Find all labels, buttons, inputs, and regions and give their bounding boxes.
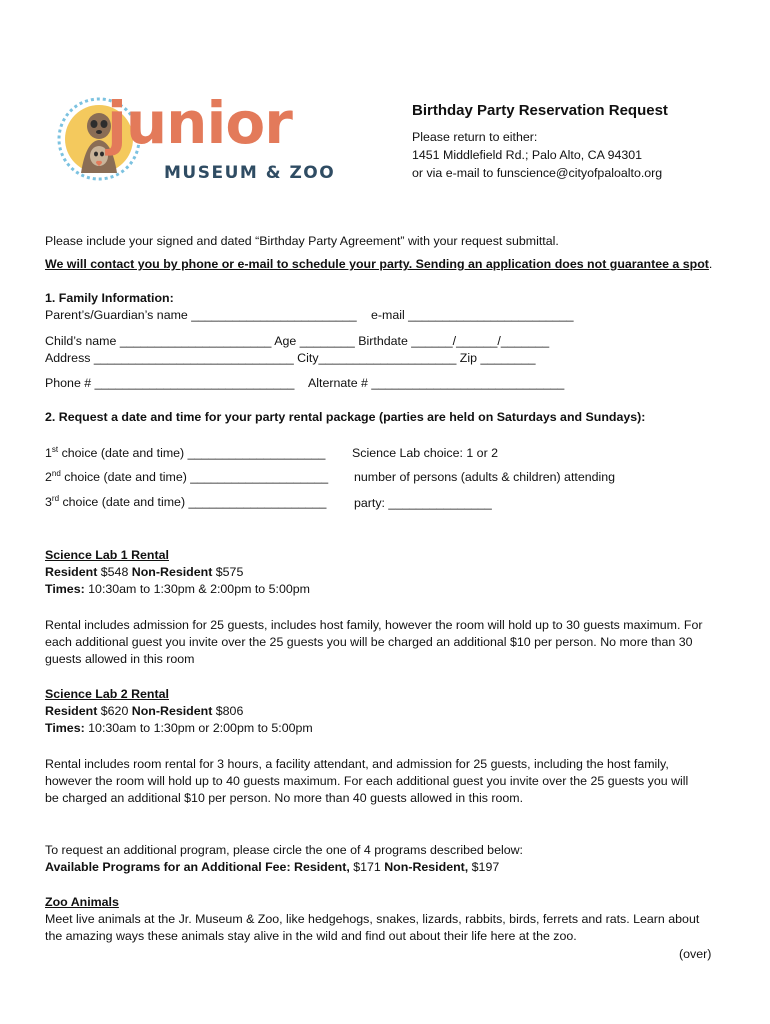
nonresident-price: $197	[468, 860, 500, 874]
child-age-birthdate-fields[interactable]: Child’s name ______________________ Age ________ Birthdate ______/______/_______	[45, 334, 550, 348]
persons-attending-label: number of persons (adults & children) attending	[354, 470, 616, 484]
lab2-desc-line1: Rental includes room rental for 3 hours, a facility attendant, and admission for 25 guests, including the host family,	[45, 757, 669, 771]
lab1-desc-line2: each additional guest you invite over the 25 guests you will be charged an additional $10 per person. No more than 30	[45, 635, 693, 649]
zoo-desc-line2: the amazing ways these animals stay alive in the wild and find out about their life here at the zoo.	[45, 929, 577, 943]
logo-subtitle: MUSEUM & ZOO	[164, 163, 336, 183]
fee-label: Available Programs for an Additional Fee: Resident,	[45, 860, 350, 874]
times-value: 10:30am to 1:30pm or 2:00pm to 5:00pm	[84, 721, 313, 735]
choice-number: 1	[45, 446, 52, 460]
science-lab-choice[interactable]: Science Lab choice: 1 or 2	[352, 446, 499, 460]
choice-ordinal: rd	[51, 493, 60, 503]
times-label: Times:	[45, 582, 85, 596]
party-count-field[interactable]: party: _______________	[354, 496, 492, 510]
lab1-desc-line3: guests allowed in this room	[45, 652, 195, 666]
resident-price: $620	[97, 704, 132, 718]
contact-notice	[45, 256, 712, 273]
logo-word: junior	[107, 89, 292, 157]
second-choice-field[interactable]	[45, 469, 328, 486]
page-title: Birthday Party Reservation Request	[412, 102, 668, 119]
resident-price: $171	[349, 860, 385, 874]
choice-text: choice (date and time) ____________________	[58, 446, 326, 460]
parent-name-field[interactable]: Parent’s/Guardian’s name ________________________	[45, 308, 357, 322]
nonresident-price: $575	[212, 565, 244, 579]
contact-notice-period: .	[708, 257, 713, 271]
choice-ordinal: nd	[51, 468, 61, 478]
times-label: Times:	[45, 721, 85, 735]
resident-label: Resident	[45, 565, 98, 579]
nonresident-label: Non-Resident,	[384, 860, 469, 874]
programs-fee	[45, 859, 499, 876]
resident-label: Resident	[45, 704, 98, 718]
phone-field[interactable]: Phone # _____________________________	[45, 376, 295, 390]
nonresident-label: Non-Resident	[131, 704, 213, 718]
lab2-desc-line2: however the room will hold up to 40 guests maximum. For each additional guest you invite over the 25 guests you will	[45, 774, 689, 788]
lab1-times	[45, 581, 310, 598]
over-note: (over)	[679, 947, 712, 961]
email-field[interactable]: e-mail ________________________	[371, 308, 574, 322]
lab1-desc-line1: Rental includes admission for 25 guests, includes host family, however the room will hold up to 30 guests maximum. For	[45, 618, 703, 632]
lab2-prices	[45, 703, 243, 720]
return-address: 1451 Middlefield Rd.; Palo Alto, CA 94301	[412, 148, 643, 162]
family-info-heading: 1. Family Information:	[45, 291, 174, 305]
lab1-prices	[45, 564, 243, 581]
return-line: Please return to either:	[412, 130, 538, 144]
request-heading: 2. Request a date and time for your party rental package (parties are held on Saturdays and Sundays):	[45, 410, 646, 424]
zoo-desc-line1: Meet live animals at the Jr. Museum & Zoo, like hedgehogs, snakes, lizards, rabbits, birds, ferrets and rats. Learn about	[45, 912, 700, 926]
third-choice-field[interactable]	[45, 494, 326, 511]
lab2-times	[45, 720, 313, 737]
contact-notice-text: We will contact you by phone or e-mail to schedule your party. Sending an application does not guarantee a spot	[45, 257, 709, 271]
resident-price: $548	[97, 565, 132, 579]
choice-number: 3	[45, 495, 52, 509]
return-email: or via e-mail to funscience@cityofpaloalto.org	[412, 166, 663, 180]
nonresident-price: $806	[212, 704, 244, 718]
choice-number: 2	[45, 470, 52, 484]
zoo-animals-heading[interactable]: Zoo Animals	[45, 895, 119, 909]
choice-text: choice (date and time) ____________________	[60, 470, 329, 484]
intro-line: Please include your signed and dated “Birthday Party Agreement” with your request submittal.	[45, 234, 559, 248]
lab1-heading: Science Lab 1 Rental	[45, 548, 169, 562]
lab2-heading: Science Lab 2 Rental	[45, 687, 169, 701]
lab2-desc-line3: be charged an additional $10 per person. No more than 40 guests allowed in this room.	[45, 791, 524, 805]
nonresident-label: Non-Resident	[131, 565, 213, 579]
alternate-phone-field[interactable]: Alternate # ____________________________	[308, 376, 565, 390]
address-city-zip-fields[interactable]: Address _____________________________ City____________________ Zip ________	[45, 351, 536, 365]
programs-intro: To request an additional program, please circle the one of 4 programs described below:	[45, 843, 524, 857]
choice-text: choice (date and time) ____________________	[59, 495, 327, 509]
choice-ordinal: st	[51, 444, 59, 454]
times-value: 10:30am to 1:30pm & 2:00pm to 5:00pm	[84, 582, 310, 596]
first-choice-field[interactable]	[45, 445, 325, 462]
